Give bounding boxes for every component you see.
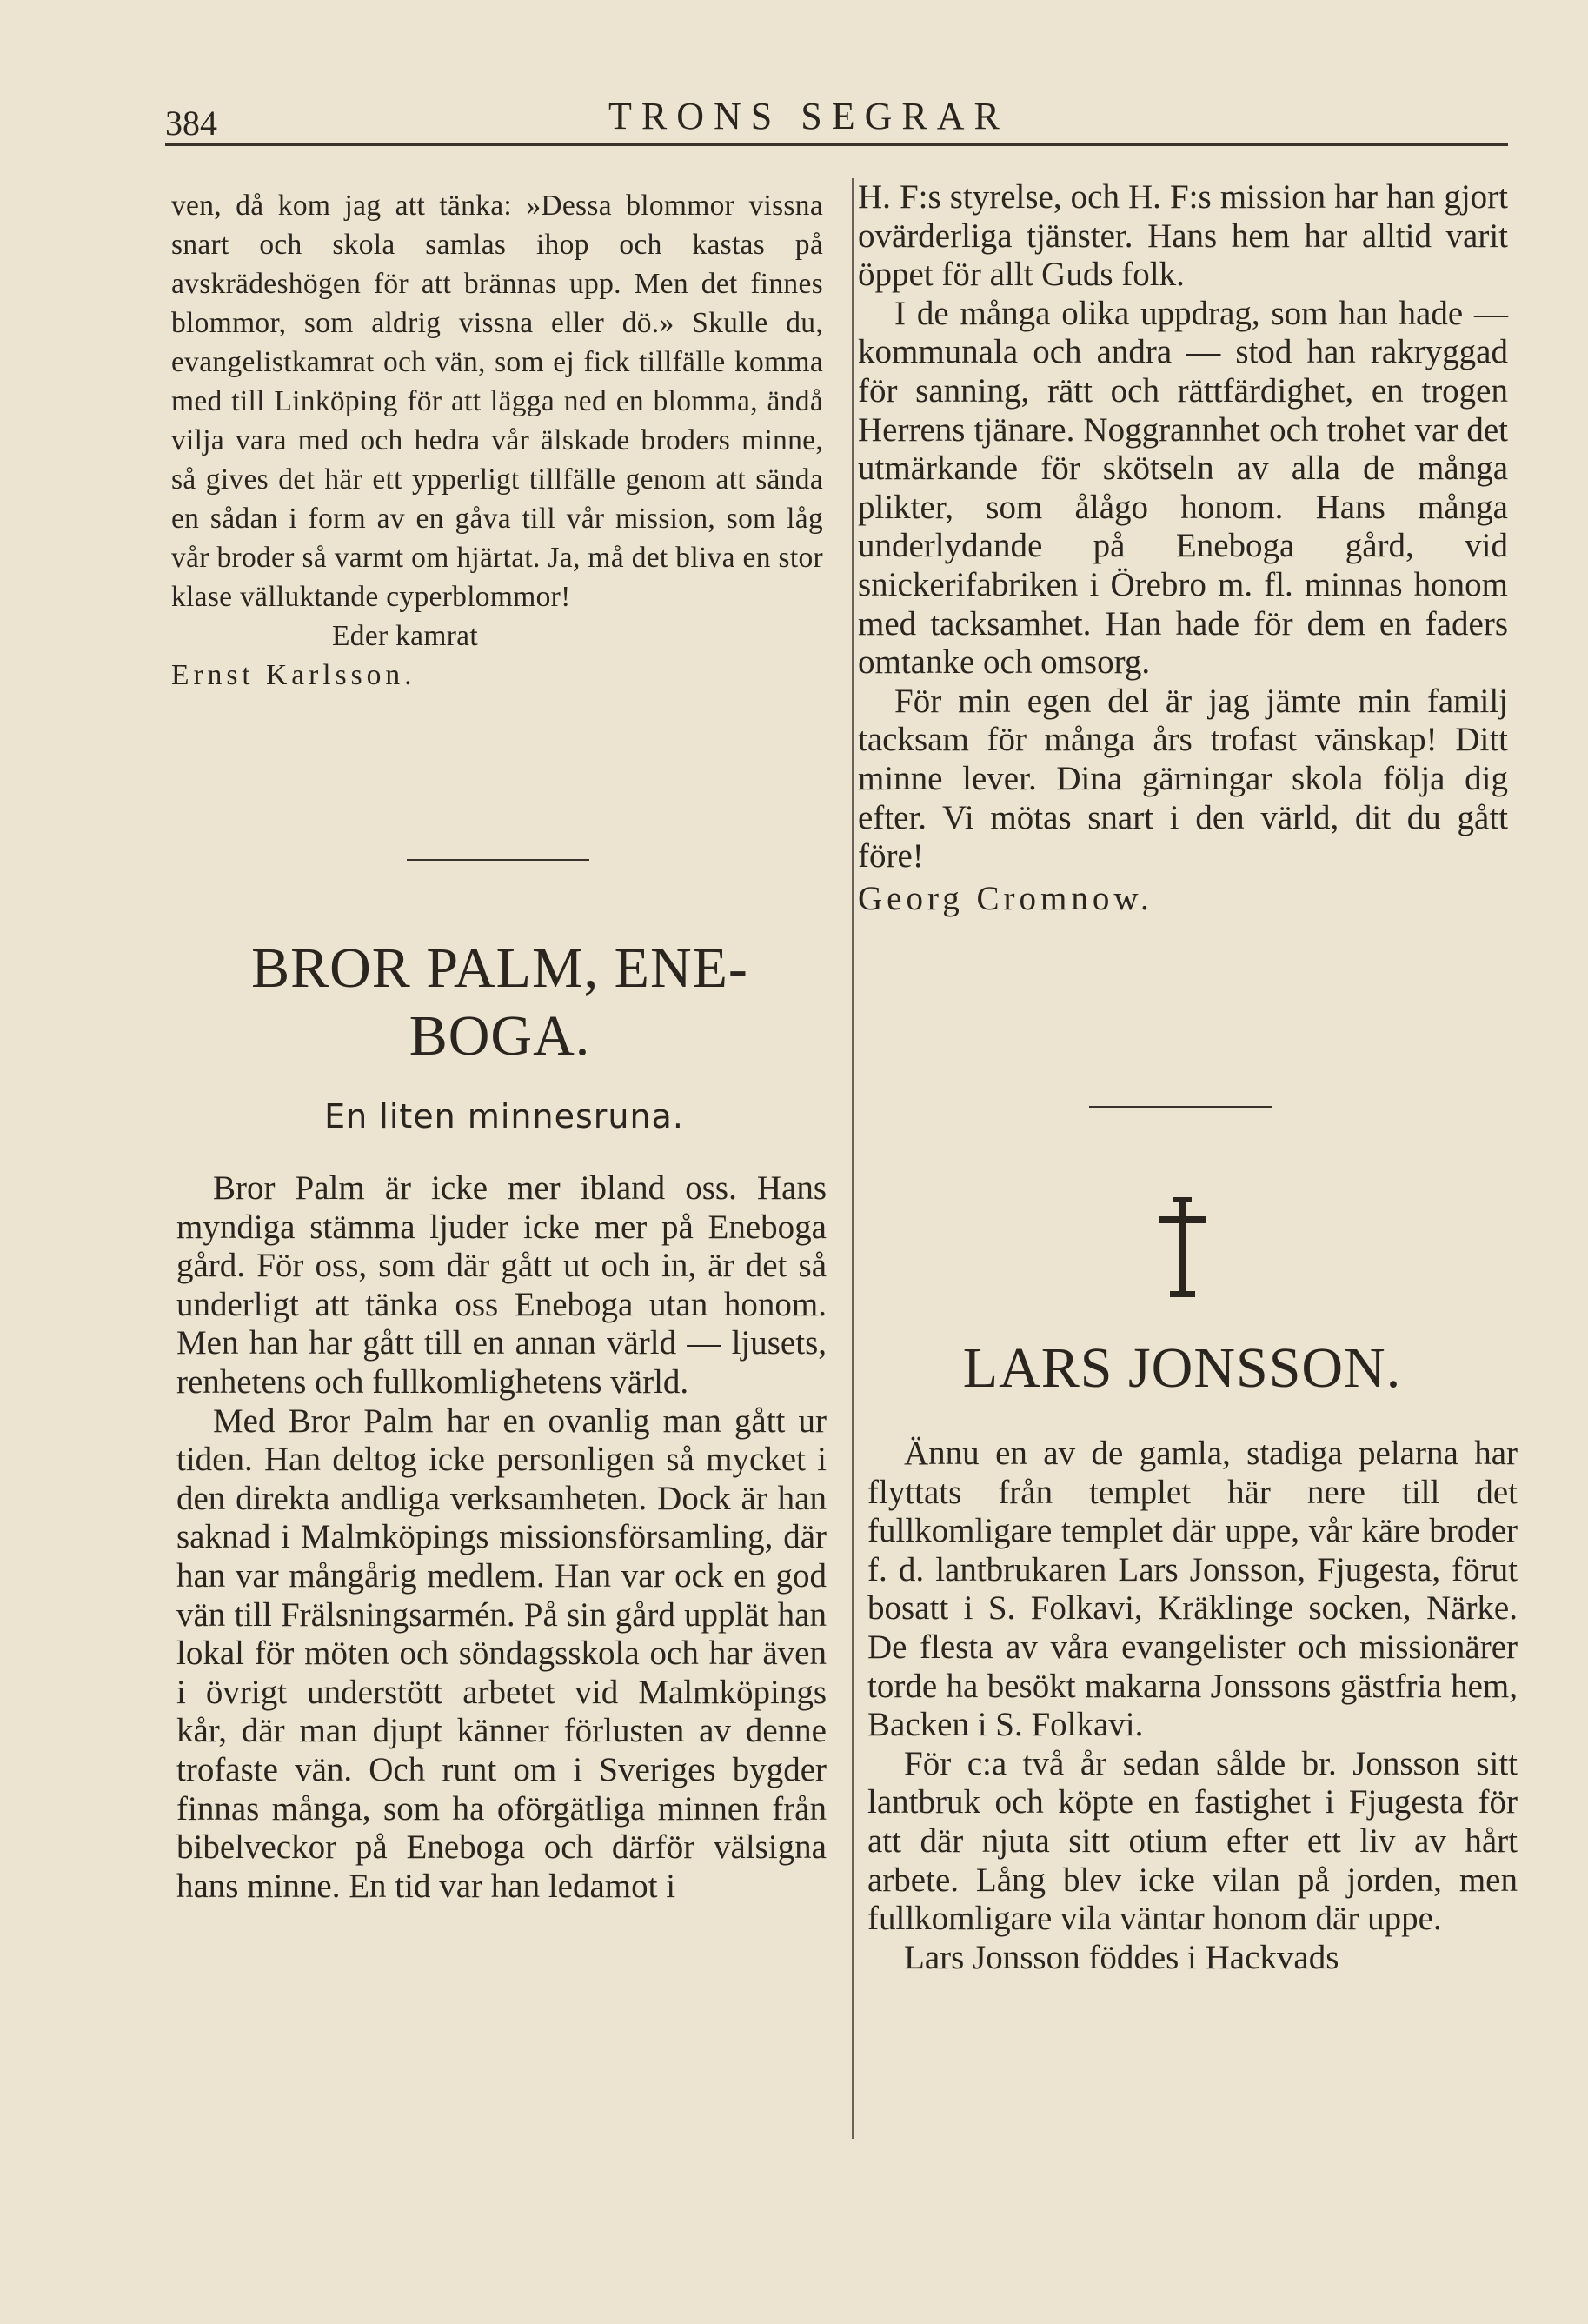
article-paragraph: För min egen del är jag jämte min familj tacksam för många års trofast vänskap! Ditt minne lever. Dina gärningar skola följa dig efter. Vi mötas snart i den värld, dit du gått före! [858, 682, 1508, 876]
cross-icon [1156, 1195, 1210, 1304]
letter-paragraph: ven, då kom jag att tänka: »Dessa blommor vissna snart och skola samlas ihop och kastas på avskrädeshögen för att brännas upp. Men det finnes blommor, som aldrig vissna eller dö.» Skulle du, evangelistkamrat och vän, som ej fick tillfälle komma med till Linköping för att lägga ned en blomma, ändå vilja vara med och hedra vår älskade broders minne, så gives det här ett ypperligt tillfälle genom att sända en sådan i form av en gåva till vår mission, som låg vår broder så varmt om hjärtat. Ja, må det bliva en stor klase välluktande cyperblommor! [171, 190, 823, 613]
article-subtitle: En liten minnesruna. [324, 1097, 684, 1135]
letter-signature: Ernst Karlsson. [171, 659, 416, 691]
article-paragraph: Ännu en av de gamla, stadiga pelarna har flyttats från templet här nere till det fullkomligare templet där uppe, vår käre broder f. d. lantbrukaren Lars Jonsson, Fjugesta, förut bosatt i S. Folkavi, Kräklinge socken, Närke. De flesta av våra evangelister och missionärer torde ha besökt makarna Jonssons gästfria hem, Backen i S. Folkavi. [867, 1435, 1518, 1744]
bror-palm-continuation [858, 178, 1508, 918]
title-line-2: BOGA. [409, 1004, 591, 1068]
header-rule [165, 143, 1508, 146]
section-divider-left [407, 859, 589, 861]
section-divider-right [1089, 1106, 1272, 1108]
letter-section [171, 186, 823, 695]
article-paragraph: Med Bror Palm har en ovanlig man gått ur tiden. Han deltog icke personligen så mycket i den direkta andliga verksamheten. Dock är han saknad i Malmköpings missionsförsamling, där han var mångårig medlem. Han var ock en god vän till Frälsningsarmén. På sin gård upplät han lokal för möten och söndagsskola och har även i övrigt understött arbetet vid Malmköpings kår, där man djupt känner förlusten av denne trofaste vän. Och runt om i Sveriges bygder finnas många, som ha oförgätliga minnen från bibelveckor på Eneboga och därför välsigna hans minne. En tid var han ledamot i [176, 1402, 827, 1905]
column-divider [852, 178, 854, 2139]
lars-jonsson-body [867, 1435, 1518, 1977]
article-paragraph: H. F:s styrelse, och H. F:s mission har han gjort ovärderliga tjänster. Hans hem har alltid varit öppet för allt Guds folk. [858, 178, 1508, 294]
running-title: TRONS SEGRAR [608, 95, 1009, 137]
article-paragraph: Bror Palm är icke mer ibland oss. Hans myndiga stämma ljuder icke mer på Eneboga gård. För oss, som där gått ut och in, är det så underligt att tänka oss Eneboga utan honom. Men han har gått till en annan värld — ljusets, renhetens och fullkomlighetens värld. [176, 1169, 827, 1401]
article-paragraph: För c:a två år sedan sålde br. Jonsson sitt lantbruk och köpte en fastighet i Fjugesta för att där njuta sitt otium efter ett liv av hårt arbete. Lång blev icke vilan på jorden, men fullkomligare vila väntar honom där uppe. [867, 1744, 1518, 1938]
page-number: 384 [165, 103, 217, 143]
article-paragraph: I de många olika uppdrag, som han hade — kommunala och andra — stod han rakryggad för sanning, rätt och rättfärdighet, en trogen Herrens tjänare. Noggrannhet och trohet var det utmärkande för skötseln av alla de många plikter, som ålågo honom. Hans många underlydande på Eneboga gård, vid snickerifabriken i Örebro m. fl. minnas honom med tacksamhet. Han hade för dem en faders omtanke och omsorg. [858, 294, 1508, 682]
bror-palm-body [176, 1169, 827, 1906]
article-paragraph: Lars Jonsson föddes i Hackvads [904, 1938, 1339, 1976]
letter-closing: Eder kamrat [332, 620, 478, 652]
article-title-lars-jonsson: LARS JONSSON. [962, 1336, 1402, 1400]
article-signature: Georg Cromnow. [858, 879, 1153, 917]
title-line-1: BROR PALM, ENE- [251, 936, 748, 1000]
article-title-bror-palm [183, 935, 817, 1070]
